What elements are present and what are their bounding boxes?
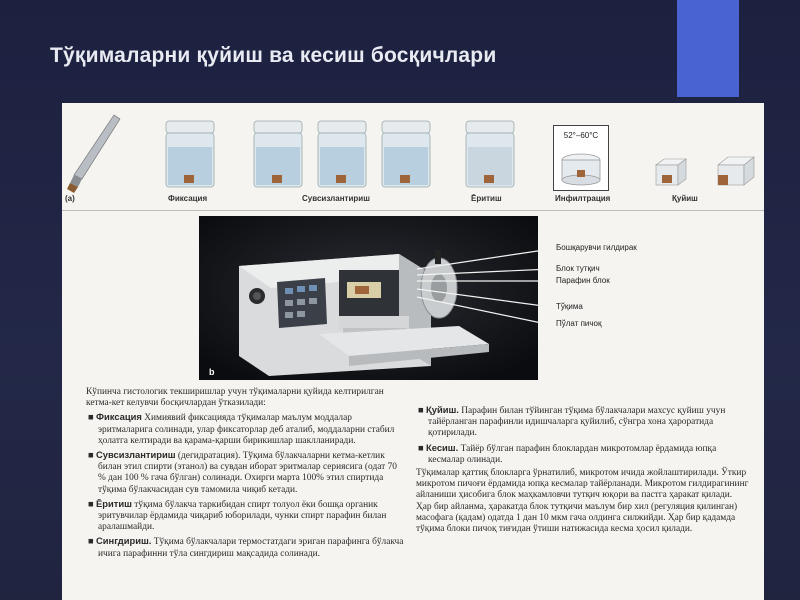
bullet-term: Сингдириш.	[96, 535, 152, 547]
callout-paraffin-block: Парафин блок	[556, 276, 610, 285]
bullet-term: Кесиш.	[426, 441, 459, 453]
text-left-column	[86, 387, 404, 562]
bullet-sectioning: ■ Кесиш. Тайёр бўлган парафин блоклардан микротомлар ёрдамида юпқа кесмалар олинади.	[418, 441, 717, 465]
jar-dehydration-2	[314, 119, 370, 191]
scalpel-illustration	[64, 113, 124, 193]
bullet-term: Фиксация	[96, 411, 142, 423]
bullet-body: Химиявий фиксацияда тўқималар маълум моддалар эритмаларига солинади, улар фиксаторлар деб аталиб, моддаларни стабил ҳолатга келтиради ва қарама-қарши бирикишлар шаклланиради.	[98, 413, 395, 446]
bullet-dehydration: ■ Сувсизлантириш (дегидратация). Тўқима бўлакчаларни кетма-кетлик билан этил спирти (этанол) ва сувдан иборат эритмалар сериясига (одат 70 % дан 100 % гача бўлган) солинади. Охирги мартa 100% этил спиртида тўқима бўлакчасидан сув тамомила чиқиб кетади.	[88, 449, 397, 495]
jar-dehydration-1	[250, 119, 306, 191]
text-right-column	[416, 404, 750, 537]
panel-a-label: (a)	[65, 194, 75, 203]
slide-title: Тўқималарни қуйиш ва кесиш босқичлари	[50, 44, 497, 67]
callout-tissue: Тўқима	[556, 302, 583, 311]
callout-block-holder: Блок тутқич	[556, 264, 600, 273]
callout-handwheel: Бошқарувчи гилдирак	[556, 243, 637, 252]
accent-bar	[677, 0, 739, 97]
step-label-embedding: Қуйиш	[672, 194, 698, 203]
bullet-clearing: ■ Ēритиш тўқима бўлакча таркибидан спирт толуол ёки бошқа органик эритувчилар ёрдамида чиқариб юборилади, чунки спирт парафин билан аралашмайди.	[88, 497, 387, 533]
temperature-label: 52°–60°C	[563, 131, 599, 140]
bullet-term: Қуйиш.	[426, 404, 459, 415]
panel-b-label: b	[209, 367, 215, 377]
bullet-fixation: ■ Фиксация Химиявий фиксацияда тўқималар маълум моддалар эритмаларига солинади, улар фиксаторлар деб аталиб, моддаларни стабил ҳолатга келтиради ва қарама-қарши бирикишлар шаклланиради.	[88, 411, 395, 446]
bullet-term: Сувсизлантириш	[96, 449, 176, 461]
paraffin-dish	[560, 152, 602, 186]
bullet-body: тўқима бўлакча таркибидан спирт толуол ёки бошқа органик эритувчилар ёрдамида чиқариб юборилади, чунки спирт парафин билан аралашмайди.	[98, 499, 387, 533]
bullet-body: Тайёр бўлган парафин блоклардан микротомлар ёрдамида юпқа кесмалар олинади.	[428, 443, 717, 465]
step-label-fixation: Фиксация	[168, 194, 208, 203]
embedding-block-2	[714, 153, 756, 189]
figure-panel	[62, 103, 764, 600]
embedding-block-1	[652, 155, 688, 189]
temperature-box	[553, 125, 609, 191]
bullet-body: (дегидратация). Тўқима бўлакчаларни кетма-кетлик билан этил спирти (этанол) ва сувдан иборат эритмалар сериясига (одат 70 % дан 100 % гача бўлган) солинади. Охирги мартa 100% этил спиртида тўқима бўлакчасидан сув тамомила чиқиб кетади.	[98, 451, 397, 495]
bullet-infiltration: ■ Сингдириш. Тўқима бўлакчалари термостатдаги эриган парафинга бўлакча ичига парафинни тўла сингдириш мақсадида солинади.	[88, 535, 404, 559]
bullet-body: Парафин билан тўйинган тўқима бўлакчалари махсус қуйиш учун тайёрланган парафинли идишчаларга қуйилиб, сўнгра хона ҳароратида қотирилади.	[428, 406, 726, 439]
figure-divider	[62, 210, 764, 211]
step-label-dehydration: Сувсизлантириш	[302, 194, 370, 203]
bullet-embedding: ■ Қуйиш. Парафин билан тўйинган тўқима бўлакчалари махсус қуйиш учун тайёрланган парафинли идишчаларга қуйилиб, сўнгра хона ҳароратида қотирилади.	[418, 404, 726, 439]
microtome-paragraph: Тўқималар қаттиқ блокларга ўрнатилиб, микротом ичида жойлаштирилади. Ўткир микротом пичоғи ёрдамида юпқа кесмалар тайёрланади. Микротом гилдирагининг айланиши ҳисобига блок маҳкамловчи тутқич юқори ва пастга ҳаракат қилади. Ҳар бир айланма, ҳаракатда блок тутқичи маълум бир хил (регуляция қилинган) масофага (қадам) одатда 1 дан 10 мкм гача олдинга силжийди. Ҳар бир қадамда тўқима блоки пичоқ тиғидан ўтиши натижасида кесма ҳосил қилади.	[416, 468, 749, 535]
step-label-infiltration: Инфилтрация	[555, 194, 611, 203]
intro-paragraph: Кўпинча гистологик текширишлар учун тўқималарни қуйида келтирилган кетма-кет келувчи босқичлардан ўтказилади:	[86, 387, 384, 409]
jar-clearing	[462, 119, 518, 191]
jar-dehydration-3	[378, 119, 434, 191]
jar-fixation	[162, 119, 218, 191]
callout-lines	[417, 241, 557, 331]
callout-steel-knife: Пўлат пичоқ	[556, 319, 602, 328]
step-label-clearing: Ēритиш	[471, 194, 502, 203]
bullet-term: Ēритиш	[96, 497, 132, 509]
bullet-body: Тўқима бўлакчалари термостатдаги эриган парафинга бўлакча ичига парафинни тўла сингдириш мақсадида солинади.	[98, 537, 404, 559]
